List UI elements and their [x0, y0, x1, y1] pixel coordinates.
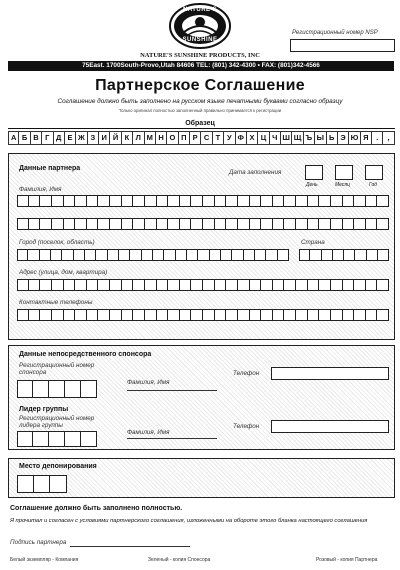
- input-cell[interactable]: [110, 195, 122, 207]
- year-label: Год: [369, 182, 377, 188]
- sample-letter: Э: [338, 131, 349, 145]
- input-cell[interactable]: [74, 249, 85, 261]
- input-cell[interactable]: [65, 431, 81, 447]
- input-cell[interactable]: [319, 218, 331, 230]
- sample-letter: Н: [156, 131, 167, 145]
- input-cell[interactable]: [377, 218, 389, 230]
- input-cell[interactable]: [81, 431, 97, 447]
- input-cell[interactable]: [273, 218, 285, 230]
- input-cell[interactable]: [250, 195, 262, 207]
- input-cell[interactable]: [52, 195, 64, 207]
- input-cell[interactable]: [164, 249, 175, 261]
- input-cell[interactable]: [52, 309, 64, 321]
- input-cell[interactable]: [310, 249, 321, 261]
- logo-text-top: NATURE'S: [183, 7, 217, 13]
- input-cell[interactable]: [75, 279, 87, 291]
- input-cell[interactable]: [284, 279, 296, 291]
- input-cell[interactable]: [75, 309, 87, 321]
- input-cell[interactable]: [157, 279, 169, 291]
- input-cell[interactable]: [180, 218, 192, 230]
- sponsor-phone-label: Телефон: [233, 370, 260, 377]
- input-cell[interactable]: [122, 218, 134, 230]
- name-row-2[interactable]: [17, 218, 389, 230]
- sample-letter: А: [8, 131, 19, 145]
- group-leader-phone-label: Телефон: [233, 423, 260, 430]
- input-cell[interactable]: [17, 218, 29, 230]
- group-leader-name-label: Фамилия, Имя: [127, 429, 170, 436]
- sample-letter: .: [372, 131, 383, 145]
- sample-letter: Т: [213, 131, 224, 145]
- sample-letter: Ж: [76, 131, 87, 145]
- input-cell[interactable]: [17, 195, 29, 207]
- input-cell[interactable]: [98, 309, 110, 321]
- input-cell[interactable]: [273, 195, 285, 207]
- input-cell[interactable]: [145, 218, 157, 230]
- input-cell[interactable]: [343, 195, 355, 207]
- sample-letter: Ъ: [304, 131, 315, 145]
- input-cell[interactable]: [40, 218, 52, 230]
- sample-letter: У: [224, 131, 235, 145]
- input-cell[interactable]: [284, 309, 296, 321]
- input-cell[interactable]: [87, 309, 99, 321]
- sample-letter: Б: [19, 131, 30, 145]
- input-cell[interactable]: [261, 218, 273, 230]
- must-fill-note: Соглашение должно быть заполнено полностью.: [10, 505, 183, 512]
- input-cell[interactable]: [40, 249, 51, 261]
- input-cell[interactable]: [49, 380, 65, 398]
- input-cell[interactable]: [331, 309, 343, 321]
- sample-letter: Ф: [236, 131, 247, 145]
- input-cell[interactable]: [273, 279, 285, 291]
- input-cell[interactable]: [278, 249, 289, 261]
- input-cell[interactable]: [333, 249, 344, 261]
- input-cell[interactable]: [28, 249, 39, 261]
- input-cell[interactable]: [52, 279, 64, 291]
- deposit-section: [8, 458, 395, 498]
- sample-letter: Я: [361, 131, 372, 145]
- sample-letters-row: [8, 131, 395, 145]
- company-name: NATURE'S SUNSHINE PRODUCTS, INC: [140, 52, 260, 59]
- input-cell[interactable]: [354, 218, 366, 230]
- input-cell[interactable]: [296, 218, 308, 230]
- sample-letter: ,: [383, 131, 394, 145]
- input-cell[interactable]: [52, 218, 64, 230]
- sample-letter: Г: [42, 131, 53, 145]
- input-cell[interactable]: [319, 309, 331, 321]
- sample-letter: Л: [133, 131, 144, 145]
- address-line: 75East. 1700South-Provo,Utah 84606 TEL: (801) 342-4300 • FAX: (801)342-4566: [82, 62, 320, 69]
- input-cell[interactable]: [203, 309, 215, 321]
- address-row-1[interactable]: [17, 279, 389, 291]
- sample-letter: К: [122, 131, 133, 145]
- input-cell[interactable]: [226, 279, 238, 291]
- input-cell[interactable]: [273, 309, 285, 321]
- input-cell[interactable]: [65, 380, 81, 398]
- input-cell[interactable]: [81, 380, 97, 398]
- input-cell[interactable]: [210, 249, 221, 261]
- input-cell[interactable]: [50, 475, 67, 493]
- input-cell[interactable]: [62, 249, 73, 261]
- input-cell[interactable]: [64, 309, 76, 321]
- input-cell[interactable]: [40, 309, 52, 321]
- signature-field[interactable]: [70, 546, 190, 547]
- subtitle: Соглашение должно быть заполнено на русском языке печатными буквами согласно образцу: [57, 98, 343, 105]
- phones-label: Контактные телефоны: [19, 299, 93, 306]
- input-cell[interactable]: [244, 249, 255, 261]
- nsp-number-field[interactable]: [290, 39, 395, 52]
- input-cell[interactable]: [29, 218, 41, 230]
- date-label: Дата заполнения: [229, 169, 282, 176]
- copy-white: Белый экземпляр - Компания: [10, 557, 79, 563]
- sample-letter: Ш: [281, 131, 292, 145]
- input-cell[interactable]: [29, 195, 41, 207]
- deposit-code[interactable]: [17, 475, 67, 493]
- input-cell[interactable]: [215, 218, 227, 230]
- input-cell[interactable]: [296, 279, 308, 291]
- sample-letter: И: [99, 131, 110, 145]
- sample-letter: Д: [54, 131, 65, 145]
- input-cell[interactable]: [168, 195, 180, 207]
- sample-letter: Ц: [258, 131, 269, 145]
- input-cell[interactable]: [226, 218, 238, 230]
- input-cell[interactable]: [343, 309, 355, 321]
- input-cell[interactable]: [98, 195, 110, 207]
- input-cell[interactable]: [110, 218, 122, 230]
- input-cell[interactable]: [87, 279, 99, 291]
- address-label: Адрес (улица, дом, квартира): [19, 269, 108, 276]
- input-cell[interactable]: [250, 279, 262, 291]
- input-cell[interactable]: [168, 309, 180, 321]
- sponsor-section: [8, 345, 395, 450]
- input-cell[interactable]: [215, 309, 227, 321]
- input-cell[interactable]: [266, 249, 277, 261]
- input-cell[interactable]: [366, 309, 378, 321]
- input-cell[interactable]: [215, 195, 227, 207]
- input-cell[interactable]: [40, 195, 52, 207]
- input-cell[interactable]: [34, 475, 51, 493]
- date-day-field[interactable]: [305, 165, 323, 180]
- input-cell[interactable]: [87, 195, 99, 207]
- input-cell[interactable]: [85, 249, 96, 261]
- address-bar: [8, 61, 394, 71]
- input-cell[interactable]: [255, 249, 266, 261]
- input-cell[interactable]: [133, 279, 145, 291]
- input-cell[interactable]: [284, 195, 296, 207]
- input-cell[interactable]: [203, 218, 215, 230]
- input-cell[interactable]: [344, 249, 355, 261]
- partner-section: [8, 153, 395, 340]
- input-cell[interactable]: [122, 309, 134, 321]
- input-cell[interactable]: [180, 195, 192, 207]
- input-cell[interactable]: [331, 279, 343, 291]
- input-cell[interactable]: [122, 279, 134, 291]
- sample-letter: Е: [65, 131, 76, 145]
- sample-letter: Ч: [270, 131, 281, 145]
- country-label: Страна: [301, 239, 325, 246]
- sample-letter: С: [201, 131, 212, 145]
- sample-letter: М: [145, 131, 156, 145]
- input-cell[interactable]: [110, 279, 122, 291]
- input-cell[interactable]: [29, 309, 41, 321]
- input-cell[interactable]: [51, 249, 62, 261]
- logo-text-bottom: SUNSHINE: [182, 37, 218, 43]
- sample-label-underline: [8, 128, 395, 129]
- sponsor-name-field[interactable]: [127, 390, 217, 391]
- input-cell[interactable]: [378, 249, 389, 261]
- name-row-1[interactable]: [17, 195, 389, 207]
- group-leader-title: Лидер группы: [19, 406, 69, 413]
- input-cell[interactable]: [17, 249, 28, 261]
- input-cell[interactable]: [354, 309, 366, 321]
- input-cell[interactable]: [17, 380, 33, 398]
- input-cell[interactable]: [191, 279, 203, 291]
- input-cell[interactable]: [238, 195, 250, 207]
- input-cell[interactable]: [377, 279, 389, 291]
- input-cell[interactable]: [331, 218, 343, 230]
- input-cell[interactable]: [250, 218, 262, 230]
- input-cell[interactable]: [17, 309, 29, 321]
- input-cell[interactable]: [343, 279, 355, 291]
- input-cell[interactable]: [261, 279, 273, 291]
- input-cell[interactable]: [98, 279, 110, 291]
- input-cell[interactable]: [145, 279, 157, 291]
- input-cell[interactable]: [355, 249, 366, 261]
- input-cell[interactable]: [261, 195, 273, 207]
- input-cell[interactable]: [366, 279, 378, 291]
- input-cell[interactable]: [145, 195, 157, 207]
- input-cell[interactable]: [145, 309, 157, 321]
- input-cell[interactable]: [238, 309, 250, 321]
- sponsor-reg-label: Регистрационный номер спонсора: [19, 362, 95, 376]
- group-leader-phone-field[interactable]: [271, 420, 389, 433]
- input-cell[interactable]: [133, 218, 145, 230]
- input-cell[interactable]: [168, 218, 180, 230]
- country-row[interactable]: [299, 249, 389, 261]
- input-cell[interactable]: [367, 249, 378, 261]
- input-cell[interactable]: [319, 195, 331, 207]
- input-cell[interactable]: [250, 309, 262, 321]
- month-label: Месяц: [335, 182, 350, 188]
- sample-letter: Х: [247, 131, 258, 145]
- input-cell[interactable]: [238, 218, 250, 230]
- input-cell[interactable]: [29, 279, 41, 291]
- input-cell[interactable]: [180, 309, 192, 321]
- copy-pink: Розовый - копия Партнера: [316, 557, 378, 563]
- input-cell[interactable]: [108, 249, 119, 261]
- input-cell[interactable]: [198, 249, 209, 261]
- input-cell[interactable]: [157, 195, 169, 207]
- sample-letter: Щ: [292, 131, 303, 145]
- group-leader-name-field[interactable]: [127, 438, 217, 439]
- signature-label: Подпись партнера: [10, 539, 67, 546]
- sponsor-name-label: Фамилия, Имя: [127, 379, 170, 386]
- input-cell[interactable]: [215, 279, 227, 291]
- input-cell[interactable]: [238, 279, 250, 291]
- nsp-number-label: Регистрационный номер NSP: [292, 30, 378, 36]
- agreement-text: Я прочитал и согласен с условиями партнерского соглашения, изложенными на обороте этого бланка настоящего соглашения: [10, 518, 368, 524]
- name-label: Фамилия, Имя: [19, 186, 62, 193]
- city-row[interactable]: [17, 249, 289, 261]
- date-month-field[interactable]: [335, 165, 353, 180]
- sample-letter: П: [179, 131, 190, 145]
- input-cell[interactable]: [296, 309, 308, 321]
- input-cell[interactable]: [191, 218, 203, 230]
- input-cell[interactable]: [157, 218, 169, 230]
- input-cell[interactable]: [122, 195, 134, 207]
- sample-letter: Ю: [349, 131, 360, 145]
- input-cell[interactable]: [180, 279, 192, 291]
- input-cell[interactable]: [296, 195, 308, 207]
- input-cell[interactable]: [98, 218, 110, 230]
- phones-row[interactable]: [17, 309, 389, 321]
- city-label: Город (поселок, область): [19, 239, 95, 246]
- input-cell[interactable]: [284, 218, 296, 230]
- input-cell[interactable]: [17, 431, 33, 447]
- input-cell[interactable]: [187, 249, 198, 261]
- day-label: День: [306, 182, 318, 188]
- page-title: Партнерское Соглашение: [95, 77, 305, 94]
- input-cell[interactable]: [133, 309, 145, 321]
- input-cell[interactable]: [87, 218, 99, 230]
- group-leader-reg-label: Регистрационный номер лидера группы: [19, 415, 95, 429]
- sponsor-phone-field[interactable]: [271, 367, 389, 380]
- input-cell[interactable]: [221, 249, 232, 261]
- sample-letter: О: [167, 131, 178, 145]
- sample-letter: Й: [110, 131, 121, 145]
- input-cell[interactable]: [226, 195, 238, 207]
- input-cell[interactable]: [322, 249, 333, 261]
- sponsor-section-title: Данные непосредственного спонсора: [19, 351, 152, 358]
- input-cell[interactable]: [75, 195, 87, 207]
- input-cell[interactable]: [354, 279, 366, 291]
- sample-letter: Р: [190, 131, 201, 145]
- input-cell[interactable]: [308, 279, 320, 291]
- input-cell[interactable]: [343, 218, 355, 230]
- input-cell[interactable]: [308, 218, 320, 230]
- fineprint: Только оригинал полностью заполненный правильно принимается к регистрации: [118, 108, 282, 113]
- input-cell[interactable]: [232, 249, 243, 261]
- input-cell[interactable]: [261, 309, 273, 321]
- input-cell[interactable]: [176, 249, 187, 261]
- input-cell[interactable]: [377, 309, 389, 321]
- input-cell[interactable]: [133, 195, 145, 207]
- input-cell[interactable]: [17, 475, 34, 493]
- date-year-field[interactable]: [365, 165, 383, 180]
- input-cell[interactable]: [299, 249, 310, 261]
- sample-letter: Ы: [315, 131, 326, 145]
- sample-letter: З: [88, 131, 99, 145]
- input-cell[interactable]: [203, 195, 215, 207]
- sample-label: Образец: [185, 120, 215, 127]
- input-cell[interactable]: [153, 249, 164, 261]
- input-cell[interactable]: [142, 249, 153, 261]
- group-leader-reg-number[interactable]: [17, 431, 97, 447]
- sample-letter: В: [31, 131, 42, 145]
- input-cell[interactable]: [308, 195, 320, 207]
- input-cell[interactable]: [354, 195, 366, 207]
- copy-green: Зеленый - копия Спонсора: [148, 557, 211, 563]
- input-cell[interactable]: [157, 309, 169, 321]
- input-cell[interactable]: [191, 195, 203, 207]
- input-cell[interactable]: [75, 218, 87, 230]
- input-cell[interactable]: [64, 279, 76, 291]
- input-cell[interactable]: [64, 218, 76, 230]
- input-cell[interactable]: [377, 195, 389, 207]
- input-cell[interactable]: [119, 249, 130, 261]
- input-cell[interactable]: [226, 309, 238, 321]
- deposit-section-title: Место депонирования: [19, 463, 97, 470]
- input-cell[interactable]: [319, 279, 331, 291]
- input-cell[interactable]: [64, 195, 76, 207]
- input-cell[interactable]: [110, 309, 122, 321]
- input-cell[interactable]: [366, 218, 378, 230]
- input-cell[interactable]: [33, 380, 49, 398]
- sponsor-reg-number[interactable]: [17, 380, 97, 398]
- input-cell[interactable]: [49, 431, 65, 447]
- input-cell[interactable]: [33, 431, 49, 447]
- input-cell[interactable]: [203, 279, 215, 291]
- input-cell[interactable]: [17, 279, 29, 291]
- input-cell[interactable]: [130, 249, 141, 261]
- sample-letter: Ь: [327, 131, 338, 145]
- input-cell[interactable]: [308, 309, 320, 321]
- input-cell[interactable]: [331, 195, 343, 207]
- input-cell[interactable]: [96, 249, 107, 261]
- input-cell[interactable]: [168, 279, 180, 291]
- company-logo: [168, 2, 232, 50]
- partner-section-title: Данные партнера: [19, 165, 81, 172]
- input-cell[interactable]: [366, 195, 378, 207]
- input-cell[interactable]: [40, 279, 52, 291]
- input-cell[interactable]: [191, 309, 203, 321]
